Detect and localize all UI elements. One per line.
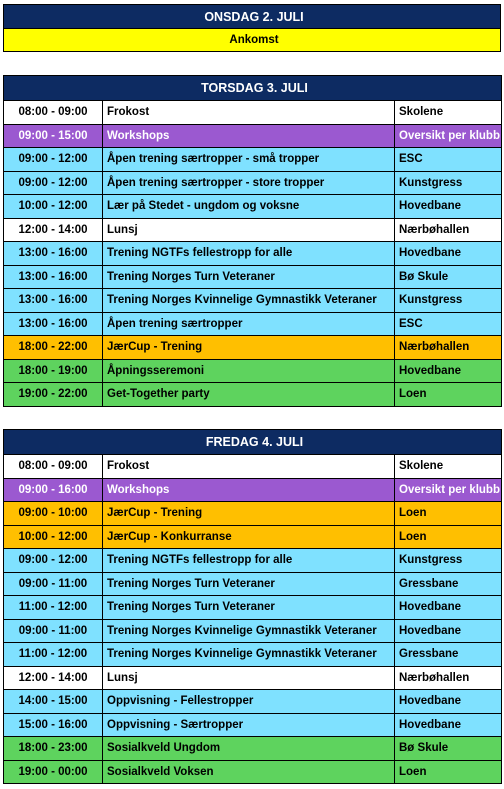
time-cell: 09:00 - 16:00 xyxy=(4,478,103,502)
activity-cell: Get-Together party xyxy=(103,383,395,407)
time-cell: 13:00 - 16:00 xyxy=(4,265,103,289)
activity-cell: Trening Norges Turn Veteraner xyxy=(103,265,395,289)
time-cell: 18:00 - 19:00 xyxy=(4,359,103,383)
time-cell: 09:00 - 12:00 xyxy=(4,171,103,195)
time-cell: 18:00 - 22:00 xyxy=(4,336,103,360)
schedule-row xyxy=(4,737,502,761)
time-cell: 18:00 - 23:00 xyxy=(4,737,103,761)
schedule-row xyxy=(4,478,502,502)
place-cell: Gressbane xyxy=(395,643,502,667)
time-cell: 15:00 - 16:00 xyxy=(4,713,103,737)
place-cell: ESC xyxy=(395,148,502,172)
place-cell: Nærbøhallen xyxy=(395,336,502,360)
place-cell: Kunstgress xyxy=(395,289,502,313)
place-cell: Hovedbane xyxy=(395,596,502,620)
time-cell: 11:00 - 12:00 xyxy=(4,643,103,667)
place-cell: Skolene xyxy=(395,101,502,125)
place-cell: Loen xyxy=(395,502,502,526)
schedule-row xyxy=(4,596,502,620)
place-cell: Hovedbane xyxy=(395,242,502,266)
time-cell: 13:00 - 16:00 xyxy=(4,242,103,266)
place-cell: Hovedbane xyxy=(395,713,502,737)
schedule-row xyxy=(4,101,502,125)
day-title: FREDAG 4. JULI xyxy=(4,430,502,455)
activity-cell: Oppvisning - Særtropper xyxy=(103,713,395,737)
place-cell: ESC xyxy=(395,312,502,336)
place-cell: Hovedbane xyxy=(395,690,502,714)
activity-cell: Frokost xyxy=(103,455,395,479)
activity-cell: Trening NGTFs fellestropp for alle xyxy=(103,242,395,266)
schedule-row xyxy=(4,502,502,526)
activity-cell: Trening NGTFs fellestropp for alle xyxy=(103,549,395,573)
activity-cell: JærCup - Trening xyxy=(103,502,395,526)
activity-cell: Workshops xyxy=(103,124,395,148)
time-cell: 09:00 - 11:00 xyxy=(4,619,103,643)
day-title: ONSDAG 2. JULI xyxy=(4,5,501,29)
activity-cell: Åpningsseremoni xyxy=(103,359,395,383)
schedule-row xyxy=(4,713,502,737)
day-table-friday xyxy=(3,429,502,784)
activity-cell: Oppvisning - Fellestropper xyxy=(103,690,395,714)
place-cell: Gressbane xyxy=(395,572,502,596)
activity-cell: Lunsj xyxy=(103,666,395,690)
activity-cell: Lær på Stedet - ungdom og voksne xyxy=(103,195,395,219)
schedule-row xyxy=(4,690,502,714)
place-cell: Oversikt per klubb xyxy=(395,478,502,502)
schedule-row xyxy=(4,195,502,219)
schedule-row xyxy=(4,760,502,784)
schedule-row xyxy=(4,455,502,479)
place-cell: Kunstgress xyxy=(395,549,502,573)
arrival-row xyxy=(4,29,501,52)
activity-cell: Åpen trening særtropper xyxy=(103,312,395,336)
place-cell: Loen xyxy=(395,760,502,784)
schedule-row xyxy=(4,383,502,407)
schedule-row xyxy=(4,666,502,690)
place-cell: Hovedbane xyxy=(395,195,502,219)
time-cell: 10:00 - 12:00 xyxy=(4,195,103,219)
schedule-row xyxy=(4,619,502,643)
place-cell: Loen xyxy=(395,383,502,407)
time-cell: 09:00 - 10:00 xyxy=(4,502,103,526)
activity-cell: Trening Norges Kvinnelige Gymnastikk Veteraner xyxy=(103,619,395,643)
activity-cell: Lunsj xyxy=(103,218,395,242)
place-cell: Skolene xyxy=(395,455,502,479)
time-cell: 08:00 - 09:00 xyxy=(4,101,103,125)
place-cell: Oversikt per klubb xyxy=(395,124,502,148)
schedule-row xyxy=(4,359,502,383)
activity-cell: Åpen trening særtropper - store tropper xyxy=(103,171,395,195)
activity-cell: Workshops xyxy=(103,478,395,502)
time-cell: 09:00 - 12:00 xyxy=(4,148,103,172)
activity-cell: Trening Norges Turn Veteraner xyxy=(103,596,395,620)
activity-cell: Sosialkveld Ungdom xyxy=(103,737,395,761)
activity-cell: Frokost xyxy=(103,101,395,125)
time-cell: 10:00 - 12:00 xyxy=(4,525,103,549)
schedule-row xyxy=(4,124,502,148)
schedule-row xyxy=(4,148,502,172)
schedule-row xyxy=(4,218,502,242)
schedule-row xyxy=(4,242,502,266)
activity-cell: Trening Norges Kvinnelige Gymnastikk Veteraner xyxy=(103,643,395,667)
schedule-row xyxy=(4,265,502,289)
time-cell: 08:00 - 09:00 xyxy=(4,455,103,479)
time-cell: 09:00 - 11:00 xyxy=(4,572,103,596)
day-table-thursday xyxy=(3,75,502,407)
time-cell: 14:00 - 15:00 xyxy=(4,690,103,714)
schedule-row xyxy=(4,549,502,573)
time-cell: 19:00 - 22:00 xyxy=(4,383,103,407)
place-cell: Bø Skule xyxy=(395,737,502,761)
place-cell: Hovedbane xyxy=(395,359,502,383)
time-cell: 13:00 - 16:00 xyxy=(4,312,103,336)
activity-cell: Sosialkveld Voksen xyxy=(103,760,395,784)
time-cell: 12:00 - 14:00 xyxy=(4,218,103,242)
time-cell: 13:00 - 16:00 xyxy=(4,289,103,313)
day-table-wednesday xyxy=(3,4,501,52)
schedule-row xyxy=(4,336,502,360)
activity-cell: Trening Norges Kvinnelige Gymnastikk Veteraner xyxy=(103,289,395,313)
place-cell: Kunstgress xyxy=(395,171,502,195)
time-cell: 09:00 - 15:00 xyxy=(4,124,103,148)
schedule-row xyxy=(4,312,502,336)
time-cell: 19:00 - 00:00 xyxy=(4,760,103,784)
place-cell: Bø Skule xyxy=(395,265,502,289)
place-cell: Nærbøhallen xyxy=(395,218,502,242)
time-cell: 11:00 - 12:00 xyxy=(4,596,103,620)
place-cell: Hovedbane xyxy=(395,619,502,643)
day-header xyxy=(4,430,502,455)
schedule-row xyxy=(4,525,502,549)
time-cell: 09:00 - 12:00 xyxy=(4,549,103,573)
schedule-row xyxy=(4,289,502,313)
place-cell: Loen xyxy=(395,525,502,549)
activity-cell: JærCup - Trening xyxy=(103,336,395,360)
schedule-row xyxy=(4,643,502,667)
activity-cell: JærCup - Konkurranse xyxy=(103,525,395,549)
activity-cell: Trening Norges Turn Veteraner xyxy=(103,572,395,596)
place-cell: Nærbøhallen xyxy=(395,666,502,690)
arrival-note: Ankomst xyxy=(4,29,501,52)
activity-cell: Åpen trening særtropper - små tropper xyxy=(103,148,395,172)
time-cell: 12:00 - 14:00 xyxy=(4,666,103,690)
day-header xyxy=(4,5,501,29)
day-title: TORSDAG 3. JULI xyxy=(4,76,502,101)
schedule-row xyxy=(4,572,502,596)
schedule-row xyxy=(4,171,502,195)
day-header xyxy=(4,76,502,101)
